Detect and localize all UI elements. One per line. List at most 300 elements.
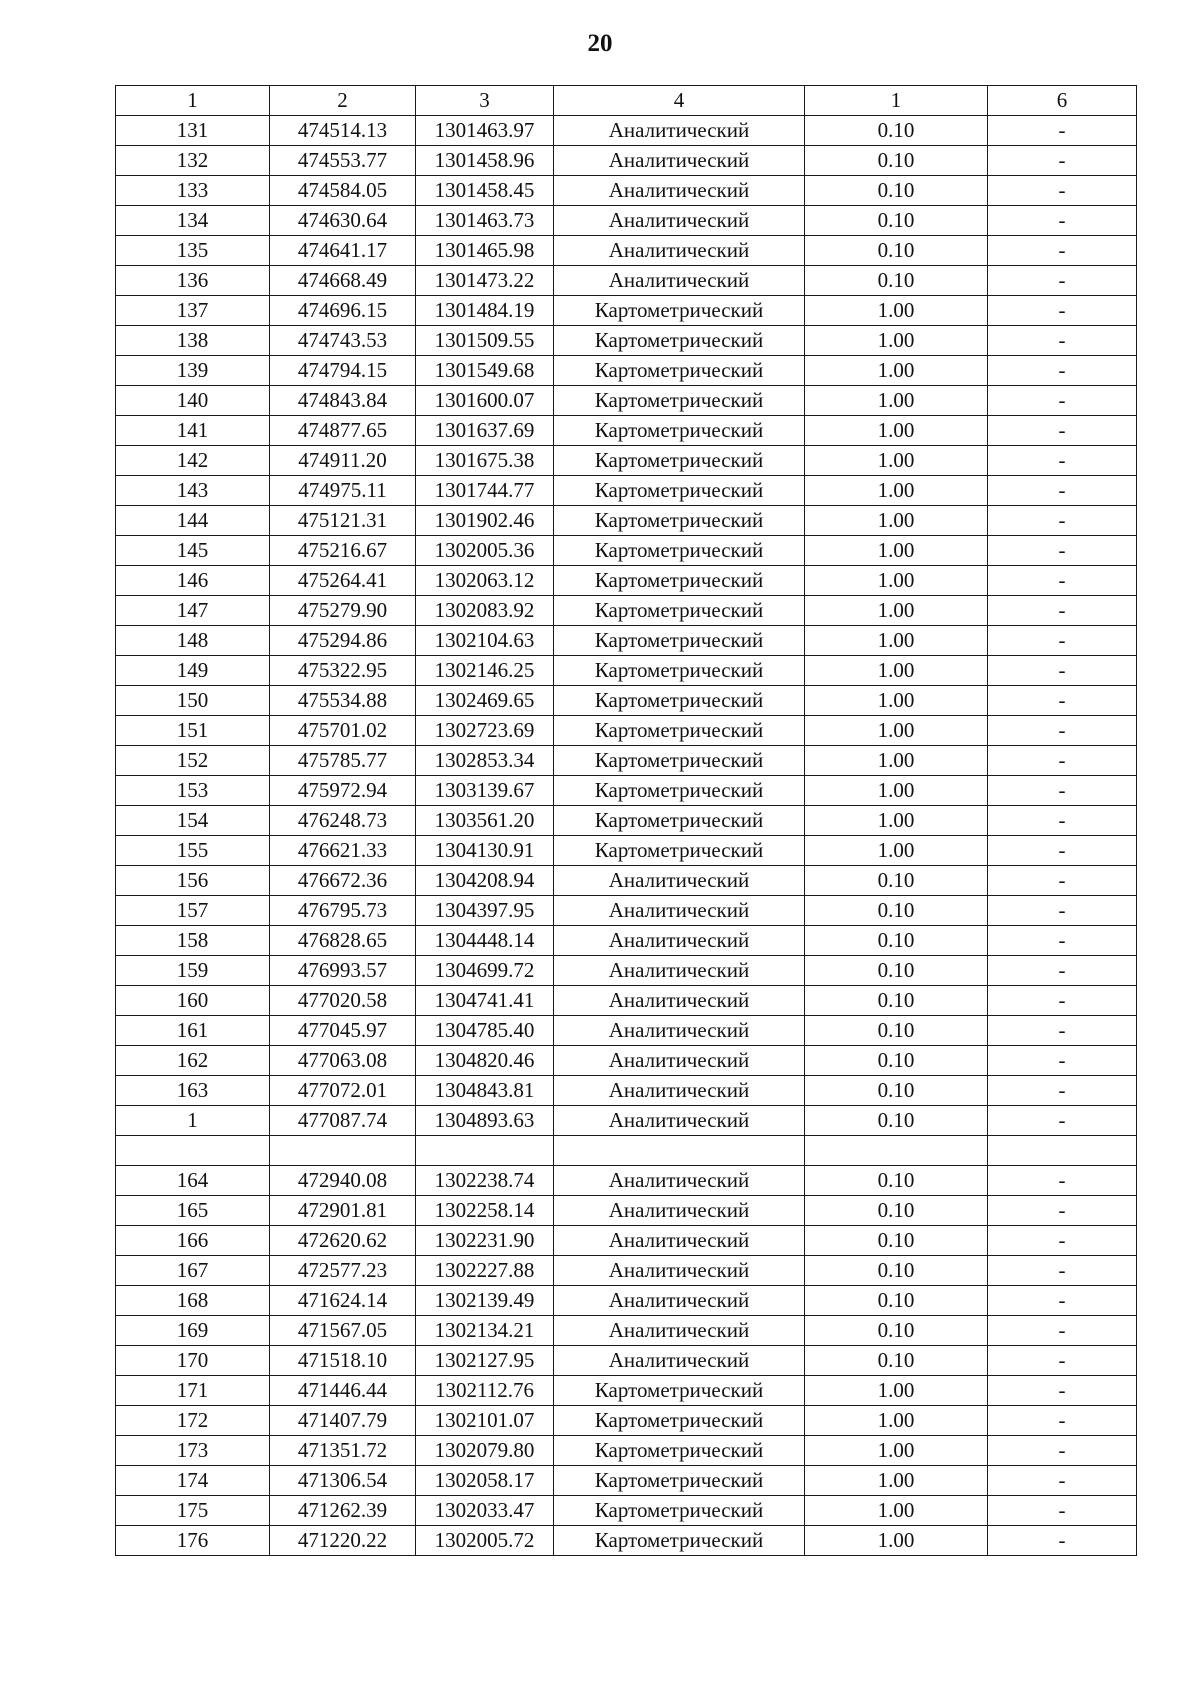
- point-number-cell: 167: [116, 1256, 270, 1286]
- y-coordinate-cell: 1301458.96: [416, 146, 554, 176]
- point-number-cell: 132: [116, 146, 270, 176]
- table-row: [116, 266, 1137, 296]
- description-cell: -: [988, 656, 1137, 686]
- table-row: [116, 926, 1137, 956]
- table-row: [116, 326, 1137, 356]
- y-coordinate-cell: 1301600.07: [416, 386, 554, 416]
- y-coordinate-cell: 1304785.40: [416, 1016, 554, 1046]
- accuracy-cell: 1.00: [805, 416, 988, 446]
- point-number-cell: 153: [116, 776, 270, 806]
- accuracy-cell: 1.00: [805, 386, 988, 416]
- accuracy-cell: 1.00: [805, 1406, 988, 1436]
- accuracy-cell: 1.00: [805, 716, 988, 746]
- description-cell: -: [988, 746, 1137, 776]
- method-cell: Аналитический: [554, 1076, 805, 1106]
- table-row: [116, 1346, 1137, 1376]
- description-cell: -: [988, 356, 1137, 386]
- accuracy-cell: 1.00: [805, 746, 988, 776]
- description-cell: -: [988, 506, 1137, 536]
- y-coordinate-cell: 1304893.63: [416, 1106, 554, 1136]
- description-cell: -: [988, 1076, 1137, 1106]
- description-cell: -: [988, 986, 1137, 1016]
- table-row: [116, 1196, 1137, 1226]
- description-cell: -: [988, 896, 1137, 926]
- description-cell: -: [988, 296, 1137, 326]
- x-coordinate-cell: 476795.73: [270, 896, 416, 926]
- x-coordinate-cell: 474514.13: [270, 116, 416, 146]
- description-cell: -: [988, 596, 1137, 626]
- y-coordinate-cell: 1302146.25: [416, 656, 554, 686]
- accuracy-cell: 1.00: [805, 776, 988, 806]
- table-row: [116, 206, 1137, 236]
- description-cell: -: [988, 176, 1137, 206]
- accuracy-cell: 0.10: [805, 1016, 988, 1046]
- method-cell: Картометрический: [554, 1436, 805, 1466]
- point-number-cell: 161: [116, 1016, 270, 1046]
- point-number-cell: 133: [116, 176, 270, 206]
- table-row: [116, 776, 1137, 806]
- point-number-cell: 151: [116, 716, 270, 746]
- x-coordinate-cell: 471306.54: [270, 1466, 416, 1496]
- x-coordinate-cell: 477087.74: [270, 1106, 416, 1136]
- method-cell: Картометрический: [554, 1466, 805, 1496]
- description-cell: -: [988, 956, 1137, 986]
- x-coordinate-cell: 477045.97: [270, 1016, 416, 1046]
- table-row: [116, 1466, 1137, 1496]
- point-number-cell: [116, 1136, 270, 1166]
- x-coordinate-cell: 474553.77: [270, 146, 416, 176]
- point-number-cell: 141: [116, 416, 270, 446]
- table-row: [116, 386, 1137, 416]
- y-coordinate-cell: 1304699.72: [416, 956, 554, 986]
- x-coordinate-cell: 474843.84: [270, 386, 416, 416]
- accuracy-cell: 0.10: [805, 146, 988, 176]
- accuracy-cell: 1.00: [805, 806, 988, 836]
- description-cell: -: [988, 1376, 1137, 1406]
- accuracy-cell: 1.00: [805, 296, 988, 326]
- y-coordinate-cell: 1302112.76: [416, 1376, 554, 1406]
- y-coordinate-cell: 1304820.46: [416, 1046, 554, 1076]
- table-row: [116, 476, 1137, 506]
- description-cell: -: [988, 236, 1137, 266]
- method-cell: Аналитический: [554, 956, 805, 986]
- accuracy-cell: 1.00: [805, 1496, 988, 1526]
- table-row: [116, 1076, 1137, 1106]
- description-cell: -: [988, 1196, 1137, 1226]
- method-cell: Аналитический: [554, 1106, 805, 1136]
- accuracy-cell: 1.00: [805, 1466, 988, 1496]
- description-cell: -: [988, 686, 1137, 716]
- accuracy-cell: 0.10: [805, 866, 988, 896]
- y-coordinate-cell: 1302469.65: [416, 686, 554, 716]
- table-row: [116, 746, 1137, 776]
- accuracy-cell: 1.00: [805, 1436, 988, 1466]
- point-number-cell: 155: [116, 836, 270, 866]
- table-row: [116, 356, 1137, 386]
- method-cell: Картометрический: [554, 416, 805, 446]
- accuracy-cell: 0.10: [805, 1106, 988, 1136]
- accuracy-cell: 1.00: [805, 506, 988, 536]
- x-coordinate-cell: 476828.65: [270, 926, 416, 956]
- method-cell: Аналитический: [554, 266, 805, 296]
- table-row: [116, 1286, 1137, 1316]
- method-cell: Картометрический: [554, 626, 805, 656]
- x-coordinate-cell: 476672.36: [270, 866, 416, 896]
- y-coordinate-cell: 1304741.41: [416, 986, 554, 1016]
- description-cell: -: [988, 1496, 1137, 1526]
- x-coordinate-cell: 471446.44: [270, 1376, 416, 1406]
- x-coordinate-cell: 474630.64: [270, 206, 416, 236]
- description-cell: -: [988, 1466, 1137, 1496]
- method-cell: Картометрический: [554, 1526, 805, 1556]
- y-coordinate-cell: 1302058.17: [416, 1466, 554, 1496]
- method-cell: Аналитический: [554, 146, 805, 176]
- point-number-cell: 176: [116, 1526, 270, 1556]
- description-cell: -: [988, 836, 1137, 866]
- point-number-cell: 170: [116, 1346, 270, 1376]
- accuracy-cell: 1.00: [805, 686, 988, 716]
- header-row: [116, 86, 1137, 116]
- description-cell: -: [988, 476, 1137, 506]
- y-coordinate-cell: 1304130.91: [416, 836, 554, 866]
- point-number-cell: 175: [116, 1496, 270, 1526]
- method-cell: Картометрический: [554, 356, 805, 386]
- x-coordinate-cell: 475972.94: [270, 776, 416, 806]
- accuracy-cell: 1.00: [805, 596, 988, 626]
- method-cell: Картометрический: [554, 566, 805, 596]
- accuracy-cell: 0.10: [805, 1256, 988, 1286]
- x-coordinate-cell: 474975.11: [270, 476, 416, 506]
- accuracy-cell: 1.00: [805, 1376, 988, 1406]
- point-number-cell: 131: [116, 116, 270, 146]
- method-cell: Картометрический: [554, 476, 805, 506]
- y-coordinate-cell: 1302104.63: [416, 626, 554, 656]
- table-row: [116, 1256, 1137, 1286]
- table-row: [116, 896, 1137, 926]
- x-coordinate-cell: 474584.05: [270, 176, 416, 206]
- method-cell: Аналитический: [554, 116, 805, 146]
- accuracy-cell: 1.00: [805, 566, 988, 596]
- accuracy-cell: 0.10: [805, 266, 988, 296]
- y-coordinate-cell: 1303561.20: [416, 806, 554, 836]
- description-cell: -: [988, 1526, 1137, 1556]
- accuracy-cell: 0.10: [805, 1076, 988, 1106]
- accuracy-cell: 1.00: [805, 446, 988, 476]
- method-cell: Аналитический: [554, 1286, 805, 1316]
- description-cell: -: [988, 566, 1137, 596]
- accuracy-cell: [805, 1136, 988, 1166]
- point-number-cell: 165: [116, 1196, 270, 1226]
- accuracy-cell: 0.10: [805, 176, 988, 206]
- y-coordinate-cell: 1301463.97: [416, 116, 554, 146]
- point-number-cell: 157: [116, 896, 270, 926]
- point-number-cell: 138: [116, 326, 270, 356]
- description-cell: -: [988, 1016, 1137, 1046]
- method-cell: Аналитический: [554, 176, 805, 206]
- description-cell: -: [988, 1106, 1137, 1136]
- y-coordinate-cell: 1301549.68: [416, 356, 554, 386]
- x-coordinate-cell: 477020.58: [270, 986, 416, 1016]
- y-coordinate-cell: 1301744.77: [416, 476, 554, 506]
- x-coordinate-cell: [270, 1136, 416, 1166]
- accuracy-cell: 1.00: [805, 1526, 988, 1556]
- point-number-cell: 147: [116, 596, 270, 626]
- table-row: [116, 1226, 1137, 1256]
- point-number-cell: 144: [116, 506, 270, 536]
- description-cell: -: [988, 1166, 1137, 1196]
- accuracy-cell: 0.10: [805, 1166, 988, 1196]
- y-coordinate-cell: 1302083.92: [416, 596, 554, 626]
- x-coordinate-cell: 475121.31: [270, 506, 416, 536]
- x-coordinate-cell: 471351.72: [270, 1436, 416, 1466]
- table-row: [116, 626, 1137, 656]
- point-number-cell: 1: [116, 1106, 270, 1136]
- table-row: [116, 686, 1137, 716]
- header-cell-accuracy: 1: [805, 86, 988, 116]
- header-cell-method: 4: [554, 86, 805, 116]
- accuracy-cell: 0.10: [805, 896, 988, 926]
- y-coordinate-cell: 1301484.19: [416, 296, 554, 326]
- point-number-cell: 173: [116, 1436, 270, 1466]
- point-number-cell: 154: [116, 806, 270, 836]
- table-row: [116, 416, 1137, 446]
- point-number-cell: 174: [116, 1466, 270, 1496]
- y-coordinate-cell: 1304208.94: [416, 866, 554, 896]
- table-row: [116, 536, 1137, 566]
- method-cell: Картометрический: [554, 656, 805, 686]
- x-coordinate-cell: 476993.57: [270, 956, 416, 986]
- point-number-cell: 150: [116, 686, 270, 716]
- point-number-cell: 172: [116, 1406, 270, 1436]
- x-coordinate-cell: 476248.73: [270, 806, 416, 836]
- table-row: [116, 986, 1137, 1016]
- method-cell: Аналитический: [554, 866, 805, 896]
- method-cell: Аналитический: [554, 926, 805, 956]
- point-number-cell: 148: [116, 626, 270, 656]
- point-number-cell: 134: [116, 206, 270, 236]
- y-coordinate-cell: 1302033.47: [416, 1496, 554, 1526]
- y-coordinate-cell: 1304397.95: [416, 896, 554, 926]
- y-coordinate-cell: 1302005.36: [416, 536, 554, 566]
- method-cell: Картометрический: [554, 326, 805, 356]
- point-number-cell: 164: [116, 1166, 270, 1196]
- table-row: [116, 1316, 1137, 1346]
- x-coordinate-cell: 474668.49: [270, 266, 416, 296]
- table-row: [116, 1496, 1137, 1526]
- description-cell: -: [988, 416, 1137, 446]
- y-coordinate-cell: 1302231.90: [416, 1226, 554, 1256]
- method-cell: Картометрический: [554, 296, 805, 326]
- table-row: [116, 1106, 1137, 1136]
- table-row: [116, 566, 1137, 596]
- accuracy-cell: 0.10: [805, 926, 988, 956]
- y-coordinate-cell: 1303139.67: [416, 776, 554, 806]
- point-number-cell: 137: [116, 296, 270, 326]
- point-number-cell: 149: [116, 656, 270, 686]
- y-coordinate-cell: 1304448.14: [416, 926, 554, 956]
- table-row: [116, 836, 1137, 866]
- accuracy-cell: 1.00: [805, 656, 988, 686]
- description-cell: -: [988, 266, 1137, 296]
- point-number-cell: 166: [116, 1226, 270, 1256]
- accuracy-cell: 0.10: [805, 1286, 988, 1316]
- method-cell: Аналитический: [554, 206, 805, 236]
- accuracy-cell: 1.00: [805, 326, 988, 356]
- method-cell: Аналитический: [554, 1166, 805, 1196]
- method-cell: Картометрический: [554, 716, 805, 746]
- method-cell: Картометрический: [554, 1406, 805, 1436]
- table-row: [116, 506, 1137, 536]
- table-row: [116, 1376, 1137, 1406]
- table-row: [116, 176, 1137, 206]
- table-row: [116, 806, 1137, 836]
- x-coordinate-cell: 475279.90: [270, 596, 416, 626]
- method-cell: [554, 1136, 805, 1166]
- y-coordinate-cell: 1301675.38: [416, 446, 554, 476]
- description-cell: -: [988, 1346, 1137, 1376]
- description-cell: -: [988, 116, 1137, 146]
- point-number-cell: 160: [116, 986, 270, 1016]
- y-coordinate-cell: 1302238.74: [416, 1166, 554, 1196]
- x-coordinate-cell: 471407.79: [270, 1406, 416, 1436]
- point-number-cell: 143: [116, 476, 270, 506]
- x-coordinate-cell: 475534.88: [270, 686, 416, 716]
- description-cell: -: [988, 926, 1137, 956]
- point-number-cell: 140: [116, 386, 270, 416]
- point-number-cell: 168: [116, 1286, 270, 1316]
- table-row: [116, 1406, 1137, 1436]
- x-coordinate-cell: 475294.86: [270, 626, 416, 656]
- point-number-cell: 159: [116, 956, 270, 986]
- header-cell-x: 2: [270, 86, 416, 116]
- method-cell: Аналитический: [554, 1196, 805, 1226]
- point-number-cell: 156: [116, 866, 270, 896]
- description-cell: -: [988, 1436, 1137, 1466]
- x-coordinate-cell: 471518.10: [270, 1346, 416, 1376]
- method-cell: Аналитический: [554, 896, 805, 926]
- method-cell: Картометрический: [554, 806, 805, 836]
- method-cell: Картометрический: [554, 536, 805, 566]
- description-cell: -: [988, 326, 1137, 356]
- accuracy-cell: 1.00: [805, 476, 988, 506]
- accuracy-cell: 1.00: [805, 836, 988, 866]
- table-row: [116, 956, 1137, 986]
- x-coordinate-cell: 475264.41: [270, 566, 416, 596]
- method-cell: Картометрический: [554, 836, 805, 866]
- x-coordinate-cell: 477072.01: [270, 1076, 416, 1106]
- y-coordinate-cell: 1301458.45: [416, 176, 554, 206]
- method-cell: Картометрический: [554, 1376, 805, 1406]
- header-cell-description: 6: [988, 86, 1137, 116]
- description-cell: -: [988, 806, 1137, 836]
- accuracy-cell: 0.10: [805, 1046, 988, 1076]
- method-cell: Аналитический: [554, 986, 805, 1016]
- accuracy-cell: 0.10: [805, 1226, 988, 1256]
- x-coordinate-cell: 474743.53: [270, 326, 416, 356]
- method-cell: Картометрический: [554, 446, 805, 476]
- y-coordinate-cell: 1302723.69: [416, 716, 554, 746]
- x-coordinate-cell: 471624.14: [270, 1286, 416, 1316]
- table-row: [116, 236, 1137, 266]
- x-coordinate-cell: 477063.08: [270, 1046, 416, 1076]
- y-coordinate-cell: 1301637.69: [416, 416, 554, 446]
- y-coordinate-cell: 1301473.22: [416, 266, 554, 296]
- header-cell-point: 1: [116, 86, 270, 116]
- x-coordinate-cell: 475216.67: [270, 536, 416, 566]
- method-cell: Аналитический: [554, 236, 805, 266]
- table-row: [116, 296, 1137, 326]
- y-coordinate-cell: 1302079.80: [416, 1436, 554, 1466]
- method-cell: Аналитический: [554, 1226, 805, 1256]
- x-coordinate-cell: 476621.33: [270, 836, 416, 866]
- method-cell: Аналитический: [554, 1256, 805, 1286]
- y-coordinate-cell: 1302101.07: [416, 1406, 554, 1436]
- method-cell: Картометрический: [554, 776, 805, 806]
- accuracy-cell: 0.10: [805, 116, 988, 146]
- table-row: [116, 146, 1137, 176]
- description-cell: -: [988, 386, 1137, 416]
- table-row: [116, 1436, 1137, 1466]
- x-coordinate-cell: 475785.77: [270, 746, 416, 776]
- coordinates-table: [115, 85, 1137, 1556]
- y-coordinate-cell: 1304843.81: [416, 1076, 554, 1106]
- description-cell: -: [988, 1046, 1137, 1076]
- y-coordinate-cell: [416, 1136, 554, 1166]
- y-coordinate-cell: 1301463.73: [416, 206, 554, 236]
- table-row: [116, 866, 1137, 896]
- method-cell: Картометрический: [554, 386, 805, 416]
- y-coordinate-cell: 1302139.49: [416, 1286, 554, 1316]
- y-coordinate-cell: 1301509.55: [416, 326, 554, 356]
- table-row: [116, 1016, 1137, 1046]
- table-row: [116, 1526, 1137, 1556]
- table-row: [116, 1136, 1137, 1166]
- y-coordinate-cell: 1302227.88: [416, 1256, 554, 1286]
- y-coordinate-cell: 1302258.14: [416, 1196, 554, 1226]
- y-coordinate-cell: 1301465.98: [416, 236, 554, 266]
- y-coordinate-cell: 1301902.46: [416, 506, 554, 536]
- description-cell: -: [988, 1406, 1137, 1436]
- point-number-cell: 142: [116, 446, 270, 476]
- method-cell: Аналитический: [554, 1316, 805, 1346]
- accuracy-cell: 1.00: [805, 536, 988, 566]
- table-row: [116, 1166, 1137, 1196]
- description-cell: -: [988, 626, 1137, 656]
- point-number-cell: 135: [116, 236, 270, 266]
- table-row: [116, 446, 1137, 476]
- description-cell: -: [988, 1316, 1137, 1346]
- accuracy-cell: 0.10: [805, 236, 988, 266]
- description-cell: -: [988, 716, 1137, 746]
- description-cell: -: [988, 206, 1137, 236]
- page-number: 20: [587, 30, 613, 57]
- point-number-cell: 152: [116, 746, 270, 776]
- y-coordinate-cell: 1302005.72: [416, 1526, 554, 1556]
- method-cell: Картометрический: [554, 686, 805, 716]
- table-row: [116, 596, 1137, 626]
- x-coordinate-cell: 474794.15: [270, 356, 416, 386]
- description-cell: -: [988, 1286, 1137, 1316]
- y-coordinate-cell: 1302063.12: [416, 566, 554, 596]
- table-row: [116, 1046, 1137, 1076]
- x-coordinate-cell: 471567.05: [270, 1316, 416, 1346]
- accuracy-cell: 1.00: [805, 356, 988, 386]
- point-number-cell: 146: [116, 566, 270, 596]
- accuracy-cell: 0.10: [805, 1196, 988, 1226]
- x-coordinate-cell: 472940.08: [270, 1166, 416, 1196]
- point-number-cell: 136: [116, 266, 270, 296]
- x-coordinate-cell: 474696.15: [270, 296, 416, 326]
